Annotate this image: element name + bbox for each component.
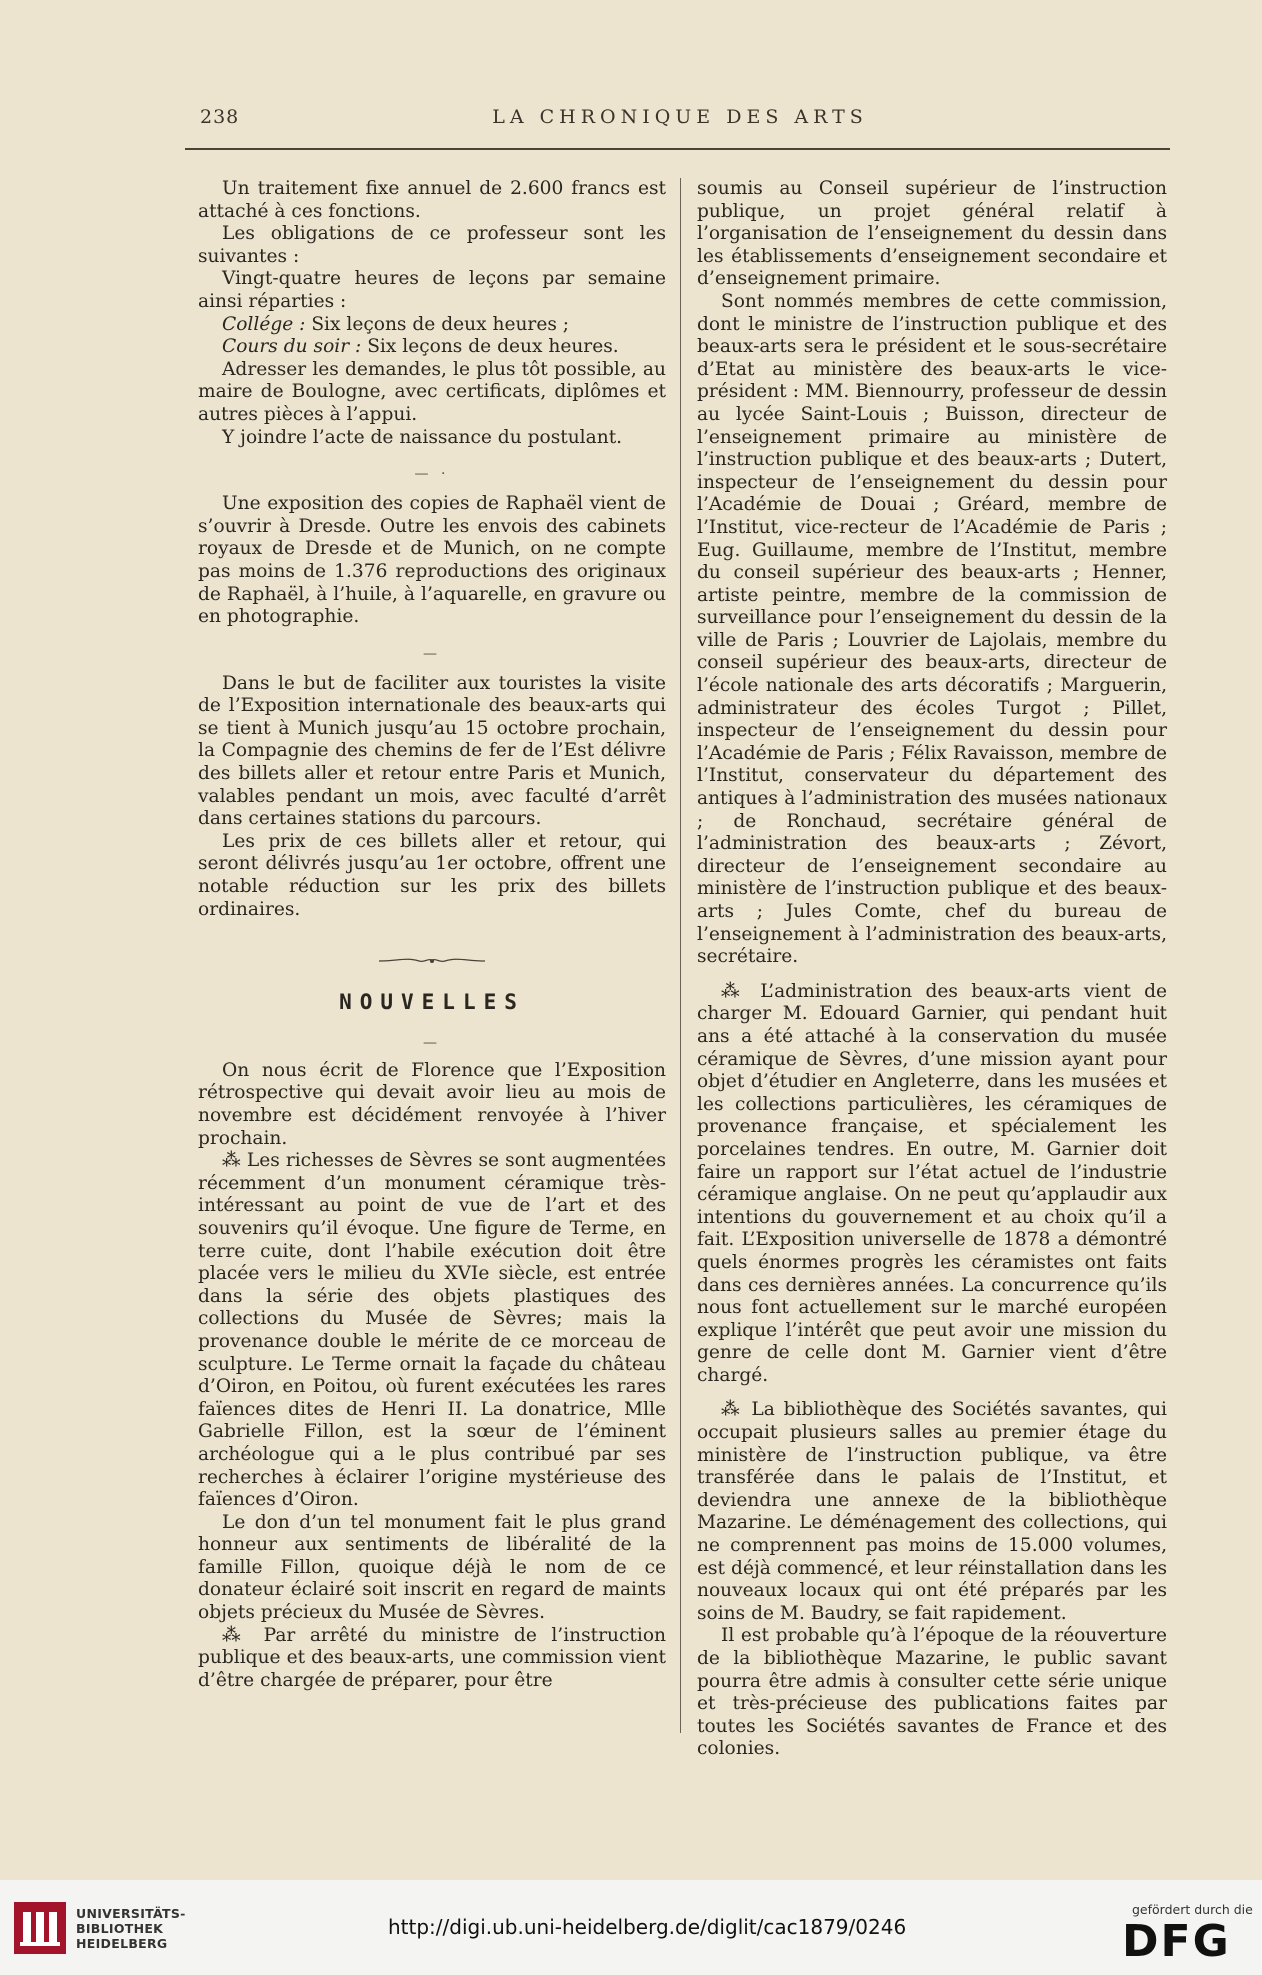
paragraph: On nous écrit de Florence que l’Exposition rétrospective qui devait avoir lieu au mois de novembre est décidément renvoyée à l’hiver prochain. [198,1059,666,1149]
running-head [190,106,1170,136]
spacer [697,969,1167,981]
column-divider [680,178,681,1733]
separator-dash: — · [414,466,450,483]
paragraph: Dans le but de faciliter aux touristes la visite de l’Exposition internationale des beaux-arts qui se tient à Munich jusqu’au 15 octobre prochain, la Compagnie des chemins de fer de l’Est délivre des billets aller et retour entre Paris et Munich, valables pendant un mois, avec faculté d’arrêt dans certaines stations du parcours. [198,672,666,830]
digitization-footer [0,1880,1262,1975]
paragraph: Une exposition des copies de Raphaël vient de s’ouvrir à Dresde. Outre les envois des cabinets royaux de Dresde et de Munich, on ne compte pas moins de 1.376 reproductions des originaux de Raphaël, à l’huile, à l’aquarelle, en gravure ou en photographie. [198,493,666,628]
paragraph: ⁂ Par arrêté du ministre de l’instruction publique et des beaux-arts, une commission vient d’être chargée de préparer, pour être [198,1624,666,1691]
library-name-line: HEIDELBERG [76,1936,168,1951]
paragraph [198,336,666,359]
paragraph: Y joindre l’acte de naissance du postulant. [222,426,623,448]
header-rule [185,148,1170,150]
paragraph: Les prix de ces billets aller et retour, qui seront délivrés jusqu’au 1er octobre, offrent une notable réduction sur les prix des billets ordinaires. [198,830,666,920]
journal-title: LA CHRONIQUE DES ARTS [492,106,868,128]
paragraph: ⁂ L’administration des beaux-arts vient de charger M. Edouard Garnier, qui pendant huit ans a été attaché à la conservation du musée céramique de Sèvres, d’une mission ayant pour objet d’étudier en Angleterre, dans les musées et les collections particulières, les céramiques de provenance française, et spécialement les porcelaines tendres. En outre, M. Garnier doit faire un rapport sur l’état actuel de l’industrie céramique anglaise. On ne peut qu’applaudir aux intentions du gouvernement et au choix qu’il a fait. L’Exposition universelle de 1878 a démontré quels énormes progrès les céramistes ont faits dans ces dernières années. La concurrence qu’ils nous font actuellement sur le marché européen explique l’intérêt que peut avoir une mission du genre de celle dont M. Garnier vient d’être chargé. [697,980,1167,1386]
paragraph: Les obligations de ce professeur sont les suivantes : [198,223,666,267]
library-name [76,1906,186,1951]
funding-note: gefördert durch die [1132,1902,1253,1917]
spacer [697,1387,1167,1399]
right-column [697,178,1167,1761]
ornament-icon [377,955,487,967]
italic-label: Cours du soir : [222,336,362,358]
section-title: NOUVELLES [339,990,525,1015]
paragraph: Vingt-quatre heures de leçons par semaine ainsi réparties : [198,268,666,312]
paragraph: Un traitement fixe annuel de 2.600 francs est attaché à ces fonctions. [198,178,666,222]
paragraph: Adresser les demandes, le plus tôt possible, au maire de Boulogne, avec certificats, diplômes et autres pièces à l’appui. [198,358,666,425]
library-name-line: UNIVERSITÄTS- [76,1906,186,1921]
paragraph-text: Six leçons de deux heures ; [305,313,570,335]
paragraph: ⁂ La bibliothèque des Sociétés savantes, qui occupait plusieurs salles au premier étage du ministère de l’instruction publique, va être transférée dans le palais de l’Institut, et deviendra une annexe de la bibliothèque Mazarine. Le déménagement des collections, qui ne comprennent pas moins de 15.000 volumes, est déjà commencé, et leur réinstallation dans les nouveaux locaux qui ont été préparés par les soins de M. Baudry, se fait rapidement. [697,1399,1167,1624]
paragraph: Le don d’un tel monument fait le plus grand honneur aux sentiments de libéralité de la famille Fillon, quoique déjà le nom de ce donateur éclairé soit inscrit en regard de maints objets précieux du Musée de Sèvres. [198,1511,666,1624]
italic-label: Collége : [222,313,306,335]
dfg-logo: DFG [1122,1916,1231,1967]
paragraph: soumis au Conseil supérieur de l’instruction publique, un projet général relatif à l’organisation de l’enseignement du dessin dans les établissements d’enseignement secondaire et d’enseignement primaire. [697,178,1167,290]
paragraph-text: Six leçons de deux heures. [361,336,619,358]
paragraph: Sont nommés membres de cette commission, dont le ministre de l’instruction publique et des beaux-arts sera le président et le sous-secrétaire d’Etat au ministère des beaux-arts le vice-président : MM. Biennourry, professeur de dessin au lycée Saint-Louis ; Buisson, directeur de l’enseignement primaire au ministère de l’instruction publique et des beaux-arts ; Dutert, inspecteur de l’enseignement du dessin pour l’Académie de Douai ; Gréard, membre de l’Institut, vice-recteur de l’Académie de Paris ; Eug. Guillaume, membre de l’Institut, membre du conseil supérieur des beaux-arts ; Henner, artiste peintre, membre de la commission de surveillance pour l’enseignement du dessin de la ville de Paris ; Louvrier de Lajolais, membre du conseil supérieur des beaux-arts, directeur de l’école nationale des arts décoratifs ; Marguerin, administrateur des écoles Turgot ; Pillet, inspecteur de l’enseignement du dessin pour l’Académie de Paris ; Félix Ravaisson, membre de l’Institut, conservateur du département des antiques à l’administration des musées nationaux ; de Ronchaud, secrétaire général de l’administration des beaux-arts ; Zévort, directeur de l’enseignement secondaire au ministère de l’instruction publique et des beaux-arts ; Jules Comte, chef du bureau de l’enseignement à l’administration des beaux-arts, secrétaire. [697,290,1167,968]
ornament-divider [198,951,666,965]
separator-dash: — [423,645,441,662]
university-library-logo-icon [14,1902,66,1954]
paragraph: Il est probable qu’à l’époque de la réouverture de la bibliothèque Mazarine, le public savant pourra être admis à consulter cette série unique et très-précieuse des publications faites par toutes les Sociétés savantes de France et des colonies. [697,1625,1167,1760]
left-column [198,178,666,1692]
separator-dash: — [423,1034,441,1051]
paragraph [198,314,666,337]
library-name-line: BIBLIOTHEK [76,1921,164,1936]
page-number: 238 [200,106,240,128]
source-url[interactable]: http://digi.ub.uni-heidelberg.de/diglit/cac1879/0246 [388,1915,907,1939]
paragraph: ⁂ Les richesses de Sèvres se sont augmentées récemment d’un monument céramique très-intéressant au point de vue de l’art et des souvenirs qu’il évoque. Une figure de Terme, en terre cuite, dont l’habile exécution doit être placée vers le milieu du XVIe siècle, est entrée dans la série des objets plastiques des collections du Musée de Sèvres; mais la provenance double le mérite de ce morceau de sculpture. Le Terme ornait la façade du château d’Oiron, en Poitou, où furent exécutées les rares faïences dites de Henri II. La donatrice, Mlle Gabrielle Fillon, est la sœur de l’éminent archéologue qui a le plus contribué par ses recherches à éclairer l’origine mystérieuse des faïences d’Oiron. [198,1150,666,1511]
